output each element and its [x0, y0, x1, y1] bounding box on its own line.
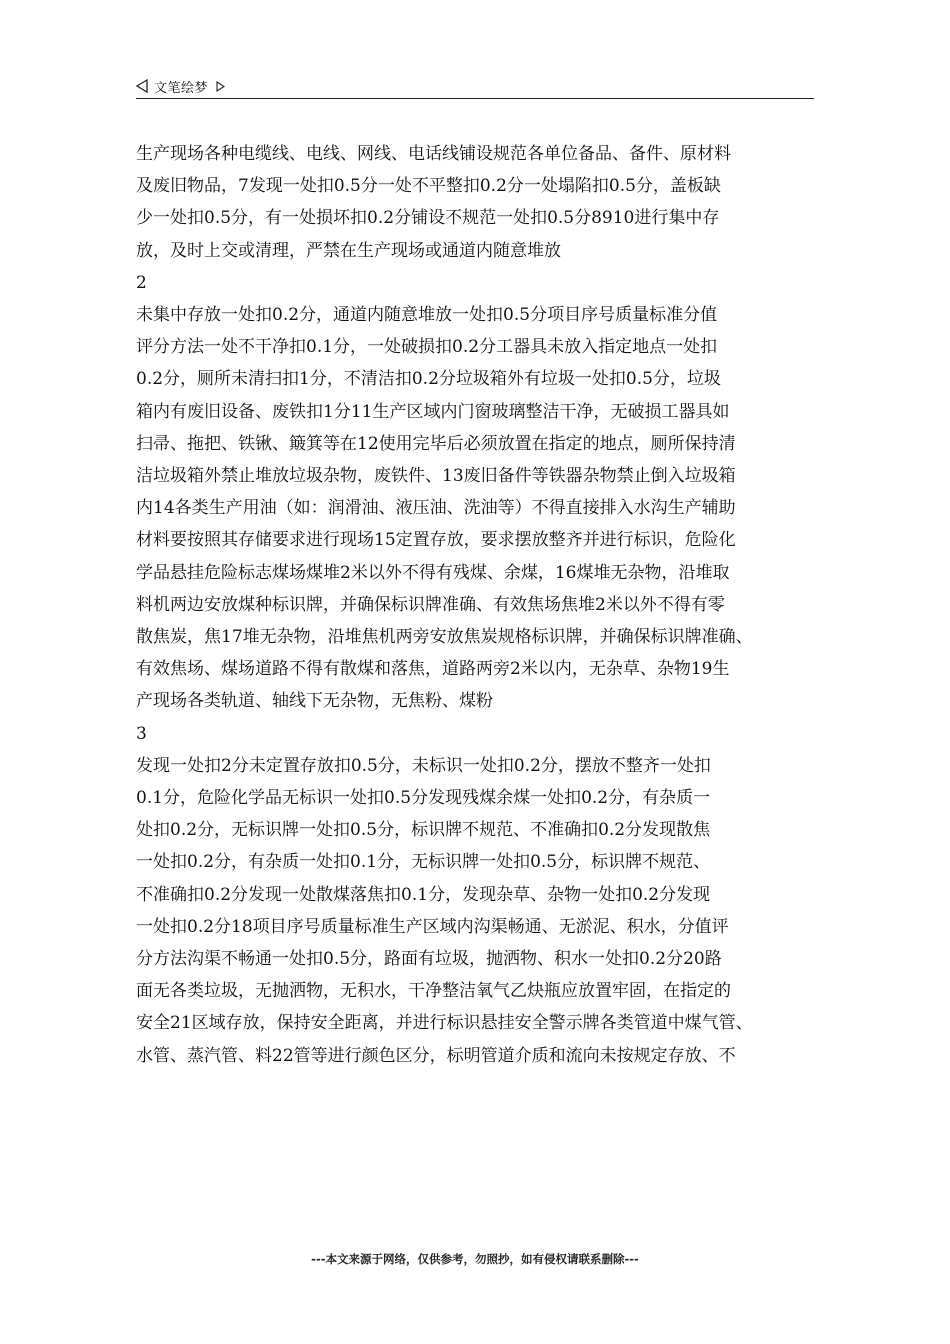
text-line: 安全21区域存放，保持安全距离，并进行标识悬挂安全警示牌各类管道中煤气管、 [136, 1013, 753, 1034]
footer-disclaimer: ---本文来源于网络，仅供参考，勿照抄，如有侵权请联系删除--- [311, 1252, 639, 1266]
text-line: 不准确扣0.2分发现一处散煤落焦扣0.1分，发现杂草、杂物一处扣0.2分发现 [136, 884, 711, 905]
text-line: 一处扣0.2分18项目序号质量标准生产区域内沟渠畅通、无淤泥、积水，分值评 [136, 916, 729, 937]
page-number: 3 [136, 723, 147, 744]
text-line: 面无各类垃圾，无抛洒物，无积水，干净整洁氧气乙炔瓶应放置牢固，在指定的 [136, 981, 731, 1002]
header-title: 文笔绘梦 [154, 80, 209, 96]
text-line: 内14各类生产用油（如：润滑油、液压油、洗油等）不得直接排入水沟生产辅助 [136, 498, 736, 519]
text-line: 有效焦场、煤场道路不得有散煤和落焦，道路两旁2米以内，无杂草、杂物19生 [136, 659, 730, 680]
text-line: 洁垃圾箱外禁止堆放垃圾杂物，废铁件、13废旧备件等铁器杂物禁止倒入垃圾箱 [136, 466, 736, 487]
text-line: 未集中存放一处扣0.2分，通道内随意堆放一处扣0.5分项目序号质量标准分值 [136, 305, 718, 326]
text-line: 学品悬挂危险标志煤场煤堆2米以外不得有残煤、余煤，16煤堆无杂物，沿堆取 [136, 562, 730, 583]
text-line: 水管、蒸汽管、料22管等进行颜色区分，标明管道介质和流向未按规定存放、不 [136, 1045, 736, 1066]
page-number: 2 [136, 272, 147, 293]
text-line: 材料要按照其存储要求进行现场15定置存放，要求摆放整齐并进行标识，危险化 [136, 530, 736, 551]
text-line: 少一处扣0.5分，有一处损坏扣0.2分铺设不规范一处扣0.5分8910进行集中存 [136, 208, 720, 229]
text-line: 箱内有废旧设备、废铁扣1分11生产区域内门窗玻璃整洁干净，无破损工器具如 [136, 401, 730, 422]
page-header [136, 74, 814, 99]
left-triangle-icon [136, 79, 148, 93]
document-body [136, 138, 826, 1072]
text-line: 评分方法一处不干净扣0.1分，一处破损扣0.2分工器具未放入指定地点一处扣 [136, 337, 718, 358]
text-line: 产现场各类轨道、轴线下无杂物，无焦粉、煤粉 [136, 691, 493, 712]
text-line: 处扣0.2分，无标识牌一处扣0.5分，标识牌不规范、不准确扣0.2分发现散焦 [136, 820, 711, 841]
text-line: 放，及时上交或清理，严禁在生产现场或通道内随意堆放 [136, 240, 561, 261]
text-line: 0.1分，危险化学品无标识一处扣0.5分发现残煤余煤一处扣0.2分，有杂质一 [136, 788, 711, 809]
text-line: 扫帚、拖把、铁锹、簸箕等在12使用完毕后必须放置在指定的地点，厕所保持清 [136, 433, 736, 454]
text-line: 生产现场各种电缆线、电线、网线、电话线铺设规范各单位备品、备件、原材料 [136, 144, 731, 164]
text-line: 及废旧物品，7发现一处扣0.5分一处不平整扣0.2分一处塌陷扣0.5分，盖板缺 [136, 176, 721, 197]
text-line: 0.2分，厕所未清扫扣1分，不清洁扣0.2分垃圾箱外有垃圾一处扣0.5分，垃圾 [136, 369, 721, 390]
text-line: 料机两边安放煤种标识牌，并确保标识牌准确、有效焦场焦堆2米以外不得有零 [136, 594, 725, 615]
right-triangle-icon [216, 81, 225, 92]
text-line: 发现一处扣2分未定置存放扣0.5分，未标识一处扣0.2分，摆放不整齐一处扣 [136, 755, 711, 776]
text-line: 分方法沟渠不畅通一处扣0.5分，路面有垃圾，抛洒物、积水一处扣0.2分20路 [136, 949, 722, 970]
text-line: 一处扣0.2分，有杂质一处扣0.1分，无标识牌一处扣0.5分，标识牌不规范、 [136, 852, 711, 873]
text-line: 散焦炭，焦17堆无杂物，沿堆焦机两旁安放焦炭规格标识牌，并确保标识牌准确、 [136, 627, 753, 648]
